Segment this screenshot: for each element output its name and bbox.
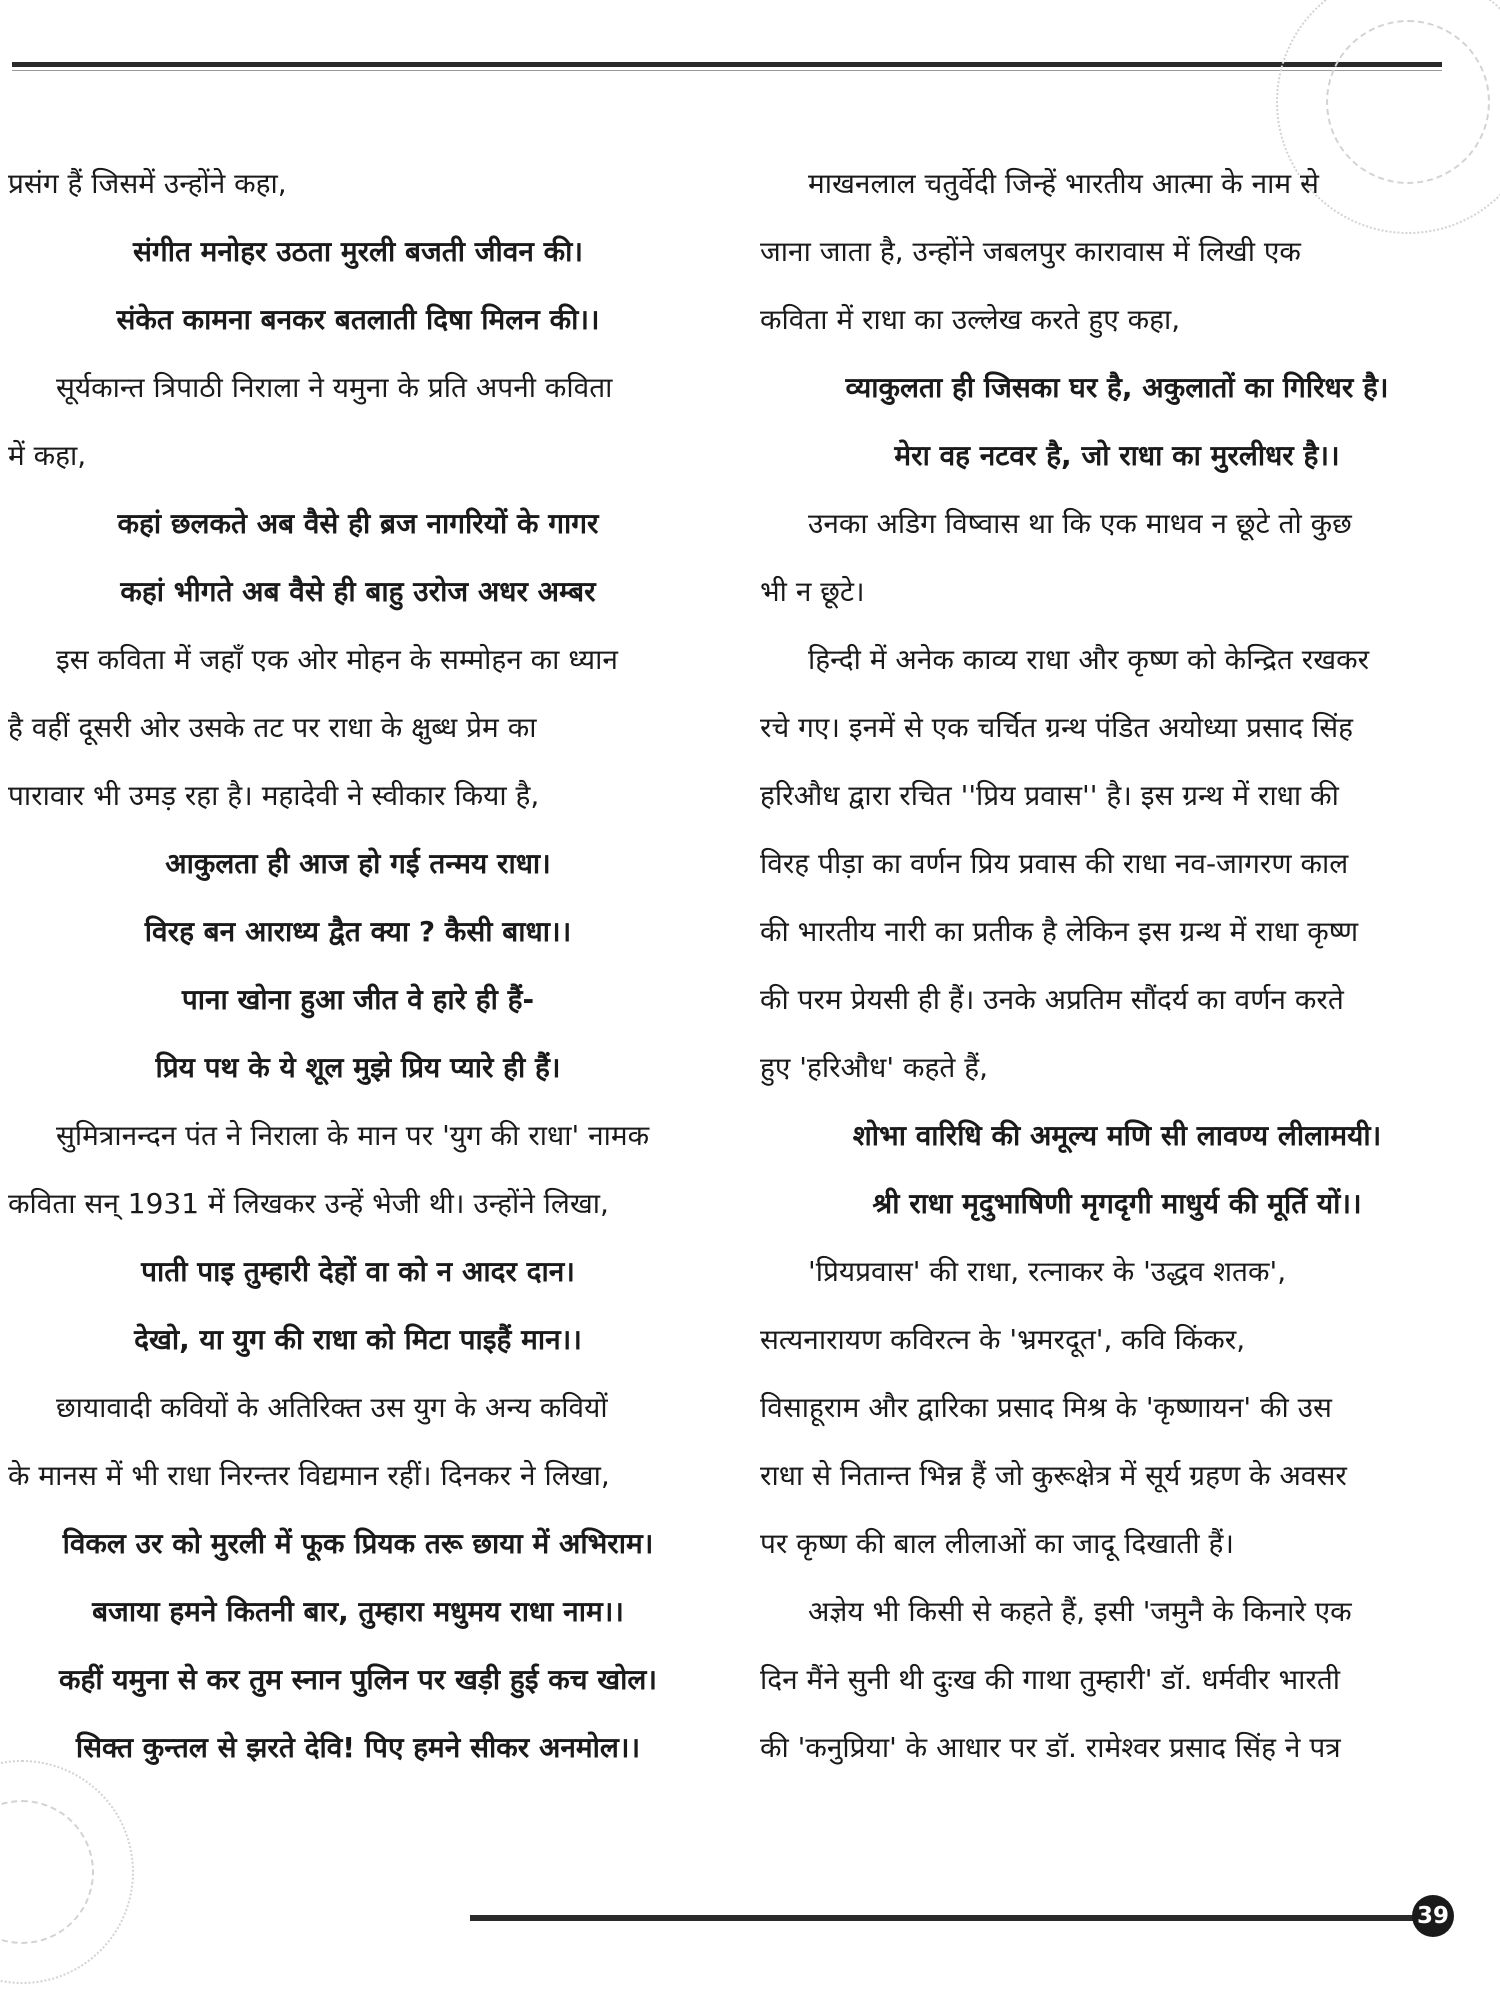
top-rule — [12, 62, 1442, 67]
paragraph-line: पारावार भी उमड़ रहा है। महादेवी ने स्वीकार किया है, — [8, 779, 540, 812]
paragraph-line: हरिऔध द्वारा रचित ''प्रिय प्रवास'' है। इस ग्रन्थ में राधा की — [760, 779, 1339, 812]
paragraph-line: अज्ञेय भी किसी से कहते हैं, इसी 'जमुनै के किनारे एक — [808, 1595, 1352, 1628]
paragraph-line: की 'कनुप्रिया' के आधार पर डॉ. रामेश्वर प्रसाद सिंह ने पत्र — [760, 1731, 1341, 1764]
page-number: 39 — [1412, 1895, 1454, 1937]
verse-line: देखो, या युग की राधा को मिटा पाइहैं मान।। — [134, 1323, 582, 1356]
paragraph-line: राधा से नितान्त भिन्न हैं जो कुरूक्षेत्र में सूर्य ग्रहण के अवसर — [760, 1459, 1347, 1492]
paragraph-line: है वहीं दूसरी ओर उसके तट पर राधा के क्षुब्ध प्रेम का — [8, 711, 537, 744]
verse-line: शोभा वारिधि की अमूल्य मणि सी लावण्य लीलामयी। — [852, 1119, 1382, 1152]
verse-line: बजाया हमने कितनी बार, तुम्हारा मधुमय राधा नाम।। — [92, 1595, 624, 1628]
right-column — [760, 150, 1474, 1782]
verse-line: विरह बन आराध्य द्वैत क्या ? कैसी बाधा।। — [144, 915, 572, 948]
paragraph-line: 'प्रियप्रवास' की राधा, रत्नाकर के 'उद्धव शतक', — [808, 1255, 1287, 1288]
verse-line: पाना खोना हुआ जीत वे हारे ही हैं- — [181, 983, 535, 1016]
paragraph-line: प्रसंग हैं जिसमें उन्होंने कहा, — [8, 167, 287, 200]
left-column — [8, 150, 708, 1782]
paragraph-line: माखनलाल चतुर्वेदी जिन्हें भारतीय आत्मा के नाम से — [808, 167, 1319, 200]
verse-line: संगीत मनोहर उठता मुरली बजती जीवन की। — [133, 235, 583, 268]
paragraph-line: रचे गए। इनमें से एक चर्चित ग्रन्थ पंडित अयोध्या प्रसाद सिंह — [760, 711, 1354, 744]
verse-line: श्री राधा मृदुभाषिणी मृगदृगी माधुर्य की मूर्ति यों।। — [872, 1187, 1362, 1220]
verse-line: पाती पाइ तुम्हारी देहों वा को न आदर दान। — [141, 1255, 575, 1288]
verse-line: कहां भीगते अब वैसे ही बाहु उरोज अधर अम्बर — [120, 575, 596, 608]
paragraph-line: सूर्यकान्त त्रिपाठी निराला ने यमुना के प्रति अपनी कविता — [56, 371, 613, 404]
paragraph-line: की भारतीय नारी का प्रतीक है लेकिन इस ग्रन्थ में राधा कृष्ण — [760, 915, 1359, 948]
paragraph-line: हुए 'हरिऔध' कहते हैं, — [760, 1051, 988, 1084]
paragraph-line: भी न छूटे। — [760, 575, 865, 608]
paragraph-line: उनका अडिग विष्वास था कि एक माधव न छूटे तो कुछ — [808, 507, 1352, 540]
paragraph-line: छायावादी कवियों के अतिरिक्त उस युग के अन्य कवियों — [56, 1391, 608, 1424]
paragraph-line: पर कृष्ण की बाल लीलाओं का जादू दिखाती हैं। — [760, 1527, 1235, 1560]
verse-line: आकुलता ही आज हो गई तन्मय राधा। — [165, 847, 551, 880]
paragraph-line: कविता सन् 1931 में लिखकर उन्हें भेजी थी। उन्होंने लिखा, — [8, 1187, 609, 1220]
paragraph-line: जाना जाता है, उन्होंने जबलपुर कारावास में लिखी एक — [760, 235, 1301, 268]
paragraph-line: के मानस में भी राधा निरन्तर विद्यमान रहीं। दिनकर ने लिखा, — [8, 1459, 610, 1492]
paragraph-line: सत्यनारायण कविरत्न के 'भ्रमरदूत', कवि किंकर, — [760, 1323, 1246, 1356]
verse-line: मेरा वह नटवर है, जो राधा का मुरलीधर है।। — [894, 439, 1340, 472]
verse-line: प्रिय पथ के ये शूल मुझे प्रिय प्यारे ही हैं। — [155, 1051, 561, 1084]
verse-line: कहीं यमुना से कर तुम स्नान पुलिन पर खड़ी हुई कच खोल। — [58, 1663, 658, 1696]
paragraph-line: हिन्दी में अनेक काव्य राधा और कृष्ण को केन्द्रित रखकर — [808, 643, 1370, 676]
paragraph-line: इस कविता में जहाँ एक ओर मोहन के सम्मोहन का ध्यान — [56, 643, 618, 676]
verse-line: कहां छलकते अब वैसे ही ब्रज नागरियों के गागर — [117, 507, 599, 540]
paragraph-line: दिन मैंने सुनी थी दुःख की गाथा तुम्हारी' डॉ. धर्मवीर भारती — [760, 1663, 1341, 1696]
verse-line: व्याकुलता ही जिसका घर है, अकुलातों का गिरिधर है। — [845, 371, 1389, 404]
paragraph-line: में कहा, — [8, 439, 87, 472]
verse-line: विकल उर को मुरली में फूक प्रियक तरू छाया में अभिराम। — [62, 1527, 654, 1560]
paragraph-line: विसाहूराम और द्वारिका प्रसाद मिश्र के 'कृष्णायन' की उस — [760, 1391, 1332, 1424]
verse-line: सिक्त कुन्तल से झरते देवि! पिए हमने सीकर अनमोल।। — [75, 1731, 641, 1764]
paragraph-line: की परम प्रेयसी ही हैं। उनके अप्रतिम सौंदर्य का वर्णन करते — [760, 983, 1344, 1016]
paragraph-line: सुमित्रानन्दन पंत ने निराला के मान पर 'युग की राधा' नामक — [56, 1119, 650, 1152]
paragraph-line: कविता में राधा का उल्लेख करते हुए कहा, — [760, 303, 1181, 336]
paragraph-line: विरह पीड़ा का वर्णन प्रिय प्रवास की राधा नव-जागरण काल — [760, 847, 1349, 880]
bottom-rule — [470, 1915, 1415, 1921]
verse-line: संकेत कामना बनकर बतलाती दिषा मिलन की।। — [116, 303, 600, 336]
